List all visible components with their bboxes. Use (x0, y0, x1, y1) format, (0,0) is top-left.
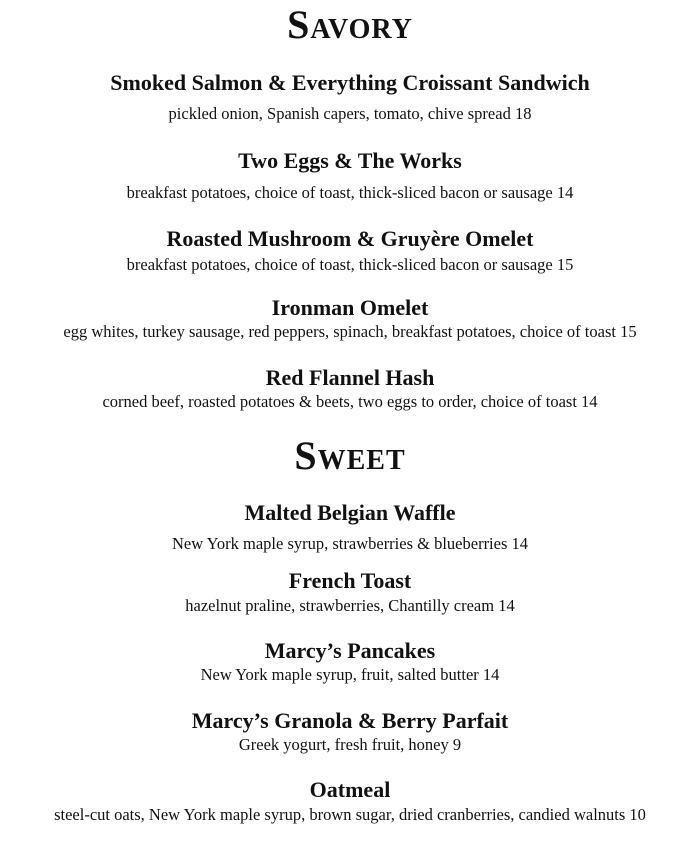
menu-item-description: breakfast potatoes, choice of toast, thick-sliced bacon or sausage 14 (126, 183, 574, 202)
menu-item-name: Ironman Omelet (271, 295, 429, 320)
menu-item-name: Marcy’s Granola & Berry Parfait (191, 708, 509, 733)
menu-item-name: Marcy’s Pancakes (264, 638, 436, 663)
menu-item-name: Smoked Salmon & Everything Croissant Sandwich (110, 70, 590, 95)
menu-item-name: Two Eggs & The Works (238, 148, 462, 173)
menu-item-description: pickled onion, Spanish capers, tomato, chive spread 18 (168, 104, 532, 123)
menu-item-description: hazelnut praline, strawberries, Chantilly cream 14 (185, 596, 515, 615)
menu-item-description: egg whites, turkey sausage, red peppers, spinach, breakfast potatoes, choice of toast 15 (63, 322, 637, 341)
menu-item-name: Red Flannel Hash (265, 365, 435, 390)
menu-item-description: New York maple syrup, strawberries & blueberries 14 (171, 534, 529, 553)
menu-item-name: Oatmeal (309, 777, 391, 802)
savory-section-title: Savory (287, 2, 413, 47)
menu-item-name: Roasted Mushroom & Gruyère Omelet (166, 226, 534, 251)
menu-item-description: New York maple syrup, fruit, salted butter 14 (200, 665, 500, 684)
menu-item-name: Malted Belgian Waffle (244, 500, 456, 525)
menu-item-name: French Toast (288, 568, 412, 593)
menu-item-description: Greek yogurt, fresh fruit, honey 9 (238, 735, 462, 754)
menu-item-description: steel-cut oats, New York maple syrup, brown sugar, dried cranberries, candied walnuts 10 (54, 805, 646, 824)
menu-item-description: breakfast potatoes, choice of toast, thick-sliced bacon or sausage 15 (126, 255, 574, 274)
menu-item-description: corned beef, roasted potatoes & beets, two eggs to order, choice of toast 14 (102, 392, 598, 411)
sweet-section-title: Sweet (294, 433, 406, 478)
